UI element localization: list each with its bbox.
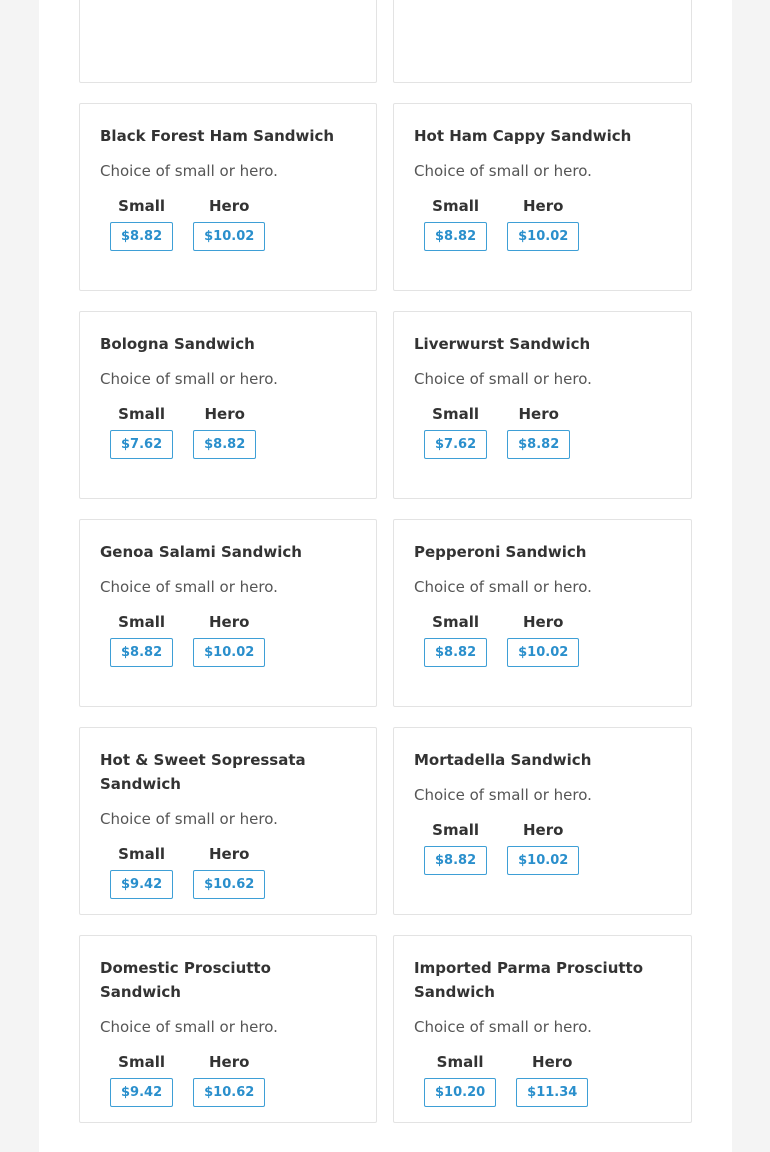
menu-item-description: Choice of small or hero.: [100, 370, 278, 388]
size-label: Small: [432, 821, 479, 839]
price-options: [414, 1052, 671, 1107]
menu-item-title: Domestic Prosciutto Sandwich: [100, 959, 271, 1001]
price-option-small: [424, 612, 487, 667]
menu-item-description: Choice of small or hero.: [414, 578, 592, 596]
price-button-small[interactable]: $8.82: [424, 222, 487, 251]
price-option-small: [110, 1052, 173, 1107]
price-option-hero: [507, 820, 579, 875]
menu-item-title: Hot & Sweet Sopressata Sandwich: [100, 751, 306, 793]
price-button-small[interactable]: $8.82: [110, 222, 173, 251]
price-button-hero[interactable]: $10.62: [193, 870, 265, 899]
price-button-hero[interactable]: $10.02: [507, 638, 579, 667]
menu-page: [39, 0, 732, 1152]
menu-item-card-hot-ham-cappy-sandwich[interactable]: [393, 103, 692, 291]
price-button-small[interactable]: $9.42: [110, 870, 173, 899]
menu-item-description: Choice of small or hero.: [414, 162, 592, 180]
price-button-hero[interactable]: $8.82: [193, 430, 256, 459]
price-option-small: [424, 404, 487, 459]
size-label: Small: [118, 613, 165, 631]
menu-item-card-imported-parma-prosciutto-sandwich[interactable]: [393, 935, 692, 1123]
size-label: Hero: [522, 613, 564, 631]
size-label: Hero: [208, 845, 250, 863]
price-option-hero: [193, 196, 265, 251]
menu-item-title: Liverwurst Sandwich: [414, 335, 591, 353]
size-label: Small: [118, 197, 165, 215]
menu-item-card[interactable]: [79, 0, 377, 83]
menu-item-description: Choice of small or hero.: [100, 162, 278, 180]
menu-item-title: Bologna Sandwich: [100, 335, 255, 353]
price-button-small[interactable]: $8.82: [110, 638, 173, 667]
size-label: Hero: [208, 1053, 250, 1071]
price-option-hero: [507, 404, 570, 459]
menu-item-title: Genoa Salami Sandwich: [100, 543, 302, 561]
price-options: [414, 612, 671, 667]
menu-item-card-domestic-prosciutto-sandwich[interactable]: [79, 935, 377, 1123]
price-option-hero: [516, 1052, 588, 1107]
size-label: Small: [118, 405, 165, 423]
price-option-small: [424, 1052, 496, 1107]
menu-item-description: Choice of small or hero.: [100, 578, 278, 596]
size-label: Small: [432, 197, 479, 215]
menu-item-description: Choice of small or hero.: [414, 370, 592, 388]
price-button-hero[interactable]: $10.62: [193, 1078, 265, 1107]
menu-item-description: Choice of small or hero.: [414, 1018, 592, 1036]
menu-item-card-hot-and-sweet-sopressata-sandwich[interactable]: [79, 727, 377, 915]
menu-item-title: Black Forest Ham Sandwich: [100, 127, 335, 145]
menu-item-card-black-forest-ham-sandwich[interactable]: [79, 103, 377, 291]
price-option-small: [424, 820, 487, 875]
price-option-hero: [507, 612, 579, 667]
menu-grid: [79, 0, 692, 1123]
menu-item-card-genoa-salami-sandwich[interactable]: [79, 519, 377, 707]
size-label: Hero: [532, 1053, 573, 1071]
price-button-hero[interactable]: $8.82: [507, 430, 570, 459]
price-option-hero: [193, 404, 256, 459]
price-option-small: [110, 196, 173, 251]
size-label: Small: [432, 405, 479, 423]
price-button-hero[interactable]: $11.34: [516, 1078, 588, 1107]
price-button-small[interactable]: $8.82: [424, 846, 487, 875]
size-label: Hero: [208, 197, 250, 215]
price-button-small[interactable]: $10.20: [424, 1078, 496, 1107]
menu-item-card-bologna-sandwich[interactable]: [79, 311, 377, 499]
price-button-hero[interactable]: $10.02: [193, 222, 265, 251]
size-label: Hero: [204, 405, 245, 423]
price-options: [100, 1052, 356, 1107]
price-options: [100, 404, 356, 459]
price-option-hero: [193, 844, 265, 899]
price-option-small: [110, 612, 173, 667]
size-label: Small: [432, 613, 479, 631]
menu-item-description: Choice of small or hero.: [414, 786, 592, 804]
menu-item-title: Pepperoni Sandwich: [414, 543, 587, 561]
price-button-hero[interactable]: $10.02: [507, 846, 579, 875]
price-options: [414, 404, 671, 459]
size-label: Hero: [208, 613, 250, 631]
price-options: [414, 820, 671, 875]
size-label: Hero: [518, 405, 559, 423]
size-label: Small: [118, 1053, 165, 1071]
price-option-small: [110, 404, 173, 459]
menu-item-card[interactable]: [393, 0, 692, 83]
size-label: Small: [118, 845, 165, 863]
price-button-hero[interactable]: $10.02: [507, 222, 579, 251]
price-button-hero[interactable]: $10.02: [193, 638, 265, 667]
menu-item-description: Choice of small or hero.: [100, 810, 278, 828]
price-button-small[interactable]: $7.62: [424, 430, 487, 459]
size-label: Small: [436, 1053, 484, 1071]
menu-item-card-pepperoni-sandwich[interactable]: [393, 519, 692, 707]
menu-item-title: Imported Parma Prosciutto Sandwich: [414, 959, 644, 1001]
menu-item-card-mortadella-sandwich[interactable]: [393, 727, 692, 915]
price-options: [100, 612, 356, 667]
price-button-small[interactable]: $7.62: [110, 430, 173, 459]
menu-item-title: Hot Ham Cappy Sandwich: [414, 127, 632, 145]
price-option-small: [110, 844, 173, 899]
price-button-small[interactable]: $8.82: [424, 638, 487, 667]
menu-item-title: Mortadella Sandwich: [414, 751, 592, 769]
price-option-hero: [193, 612, 265, 667]
price-button-small[interactable]: $9.42: [110, 1078, 173, 1107]
price-options: [100, 844, 356, 899]
price-options: [100, 196, 356, 251]
size-label: Hero: [522, 197, 564, 215]
price-options: [414, 196, 671, 251]
price-option-hero: [193, 1052, 265, 1107]
price-option-hero: [507, 196, 579, 251]
size-label: Hero: [522, 821, 564, 839]
price-option-small: [424, 196, 487, 251]
menu-item-description: Choice of small or hero.: [100, 1018, 278, 1036]
menu-item-card-liverwurst-sandwich[interactable]: [393, 311, 692, 499]
